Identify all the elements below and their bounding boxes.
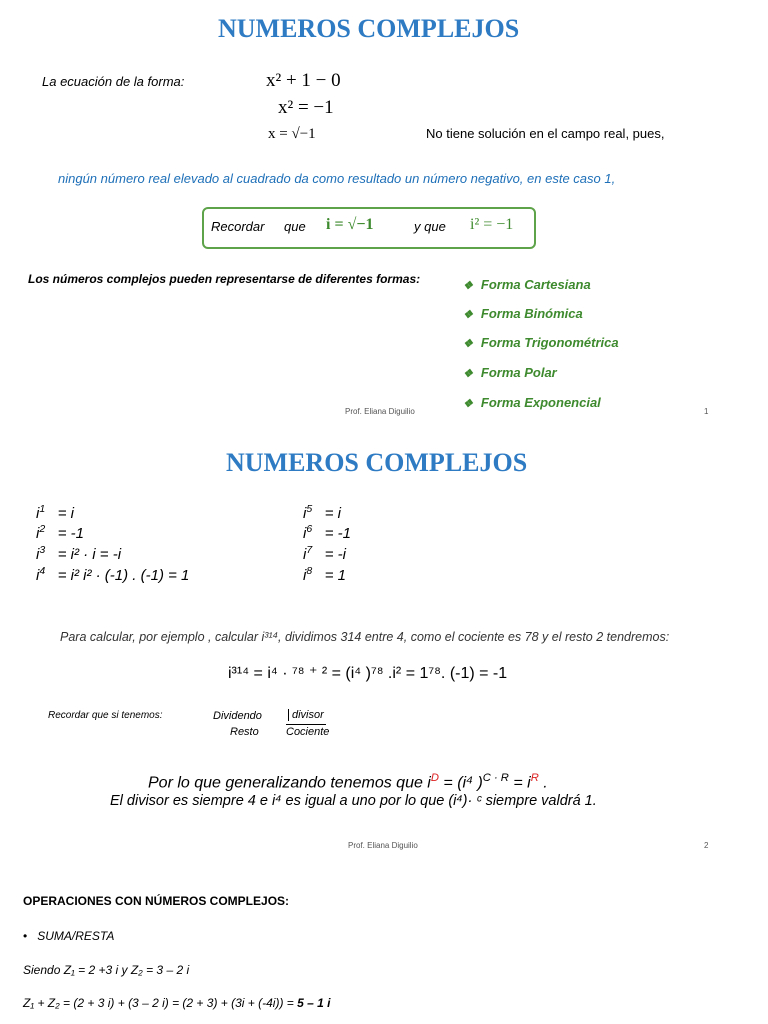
form-label: Forma Binómica — [480, 306, 583, 321]
power-row: $i^1$ = i — [36, 503, 74, 522]
form-item — [463, 335, 619, 350]
page1-title: NUMEROS COMPLEJOS — [218, 14, 520, 43]
forms-intro: Los números complejos pueden representarse de diferentes formas: — [28, 272, 421, 286]
form-item — [463, 306, 583, 321]
power-row: $i^4$ = i² i² · (-1) . (-1) = 1 — [36, 565, 190, 584]
i-definition: i = √−1 — [326, 216, 374, 233]
generalization-line-2: El divisor es siempre 4 e i⁴ es igual a uno por lo que (i⁴)· ᶜ siempre valdrá 1. — [110, 793, 597, 809]
page2-title: NUMEROS COMPLEJOS — [226, 448, 528, 477]
diamond-bullet-icon: ❖ — [463, 398, 473, 410]
recall-recordar: Recordar — [211, 219, 265, 234]
calc-text: Para calcular, por ejemplo , calcular i³¹⁴, dividimos 314 entre 4, como el cociente es 78 y el resto 2 tendremos: — [60, 630, 670, 644]
form-label: Forma Trigonométrica — [480, 335, 619, 350]
form-label: Forma Cartesiana — [480, 277, 591, 292]
form-item — [463, 395, 601, 410]
divisor-label: divisor — [288, 709, 324, 721]
operations-heading: OPERACIONES CON NÚMEROS COMPLEJOS: — [23, 894, 290, 908]
sum-equation: Z₁ + Z₂ = (2 + 3 i) + (3 – 2 i) = (2 + 3) + (3i + (-4i)) = 5 – 1 i — [23, 996, 331, 1010]
generalization-line-1: Por lo que generalizando tenemos que $i^D = (i^4$ )$^{C \cdot R} = i^R$ . — [148, 772, 548, 792]
power-row: $i^2$ = -1 — [36, 523, 84, 542]
diamond-bullet-icon: ❖ — [463, 338, 473, 350]
i-squared-definition: i² = −1 — [470, 216, 514, 233]
power-row: $i^8$ = 1 — [303, 565, 346, 584]
equation-3: x = √−1 — [268, 126, 316, 142]
diamond-bullet-icon: ❖ — [463, 280, 473, 292]
calc-equation: i³¹⁴ = i⁴ · ⁷⁸ ⁺ ² = (i⁴ )⁷⁸ .i² = 1⁷⁸. (-1) = -1 — [228, 665, 508, 682]
recall-label: Recordar que si tenemos: — [48, 710, 163, 721]
form-item — [463, 365, 557, 380]
dividendo-label: Dividendo — [213, 710, 262, 722]
equation-1: x² + 1 − 0 — [266, 70, 341, 91]
siendo-line: Siendo Z₁ = 2 +3 i y Z₂ = 3 – 2 i — [23, 963, 190, 977]
recall-que: que — [284, 219, 306, 234]
page1-footer-author: Prof. Eliana Diguilio — [345, 407, 415, 416]
page2-footer-author: Prof. Eliana Diguilio — [348, 841, 418, 850]
page2-number: 2 — [704, 841, 709, 850]
power-row: $i^7$ = -i — [303, 544, 346, 563]
diamond-bullet-icon: ❖ — [463, 368, 473, 380]
recall-y-que: y que — [414, 219, 446, 234]
division-line — [286, 724, 326, 725]
form-label: Forma Exponencial — [480, 395, 601, 410]
power-row: $i^6$ = -1 — [303, 523, 351, 542]
explanation-text: ningún número real elevado al cuadrado da como resultado un número negativo, en este caso 1, — [58, 171, 616, 186]
intro-label: La ecuación de la forma: — [42, 74, 185, 89]
equation-2: x² = −1 — [278, 97, 334, 118]
resto-label: Resto — [230, 726, 259, 738]
power-row: $i^5$ = i — [303, 503, 341, 522]
form-label: Forma Polar — [480, 365, 557, 380]
form-item — [463, 277, 591, 292]
operation-bullet: • SUMA/RESTA — [23, 929, 115, 943]
no-solution-text: No tiene solución en el campo real, pues, — [426, 126, 665, 141]
page1-number: 1 — [704, 407, 709, 416]
diamond-bullet-icon: ❖ — [463, 309, 473, 321]
cociente-label: Cociente — [286, 726, 330, 738]
power-row: $i^3$ = i² · i = -i — [36, 544, 122, 563]
